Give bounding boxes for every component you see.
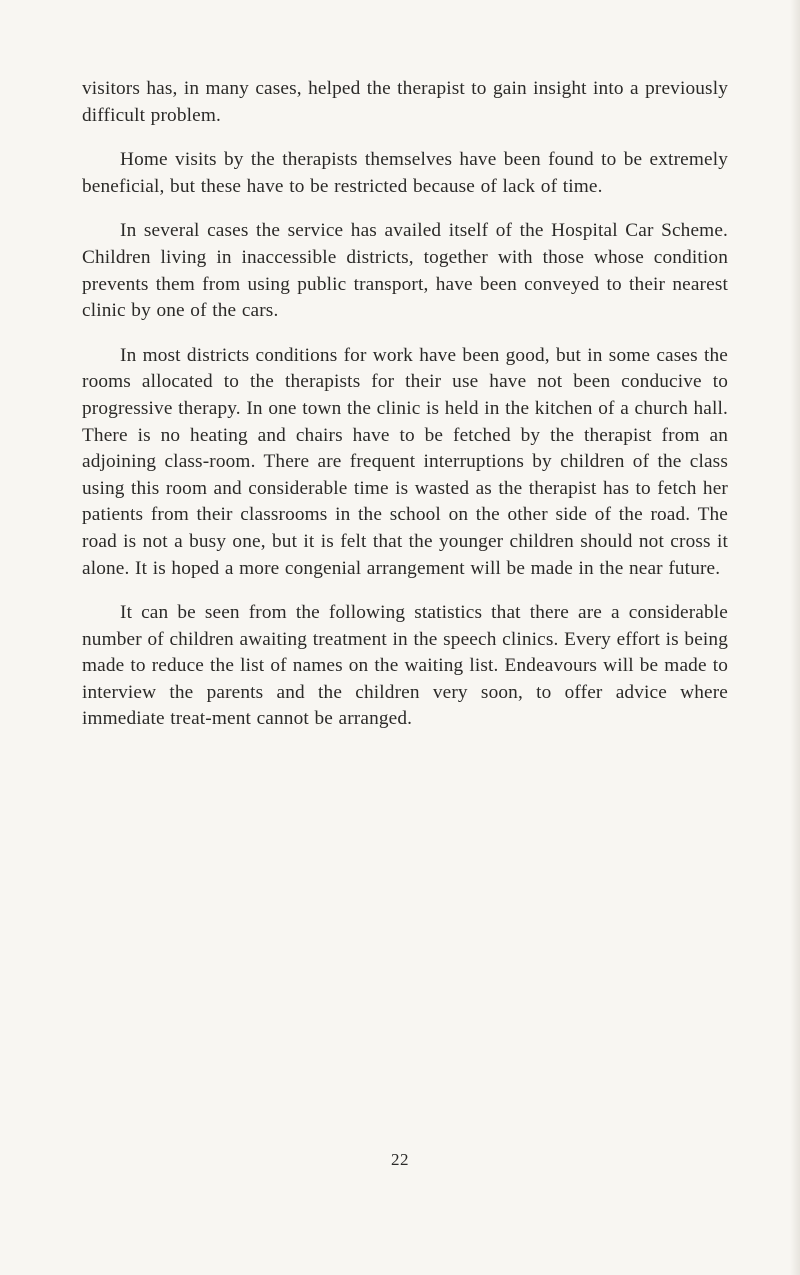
- paragraph-waiting-list: It can be seen from the following statistics that there are a considerable number of children awaiting treatment in the speech clinics. Every effort is being made to reduce the list of names on the waiting list. Endeavours will be made to interview the parents and the children very soon, to offer advice where immediate treat-ment cannot be arranged.: [82, 602, 728, 730]
- body-text: [82, 76, 728, 751]
- paragraph-home-visits: Home visits by the therapists themselves have been found to be extremely beneficial, but these have to be restricted because of lack of time.: [82, 149, 728, 197]
- paragraph-hospital-car-scheme: In several cases the service has availed itself of the Hospital Car Scheme. Children living in inaccessible districts, together with those whose condition prevents them from using public transport, have been conveyed to their nearest clinic by one of the cars.: [82, 220, 728, 322]
- page-edge-shadow: [790, 0, 800, 1275]
- paragraph-continuation: visitors has, in many cases, helped the therapist to gain insight into a previously difficult problem.: [82, 78, 728, 126]
- paragraph-work-conditions: In most districts conditions for work have been good, but in some cases the rooms allocated to the therapists for their use have not been conducive to progressive therapy. In one town the clinic is held in the kitchen of a church hall. There is no heating and chairs have to be fetched by the therapist from an adjoining class-room. There are frequent interruptions by children of the class using this room and considerable time is wasted as the therapist has to fetch her patients from their classrooms in the school on the other side of the road. The road is not a busy one, but it is felt that the younger children should not cross it alone. It is hoped a more congenial arrangement will be made in the near future.: [82, 344, 728, 579]
- page-number: 22: [391, 1150, 409, 1169]
